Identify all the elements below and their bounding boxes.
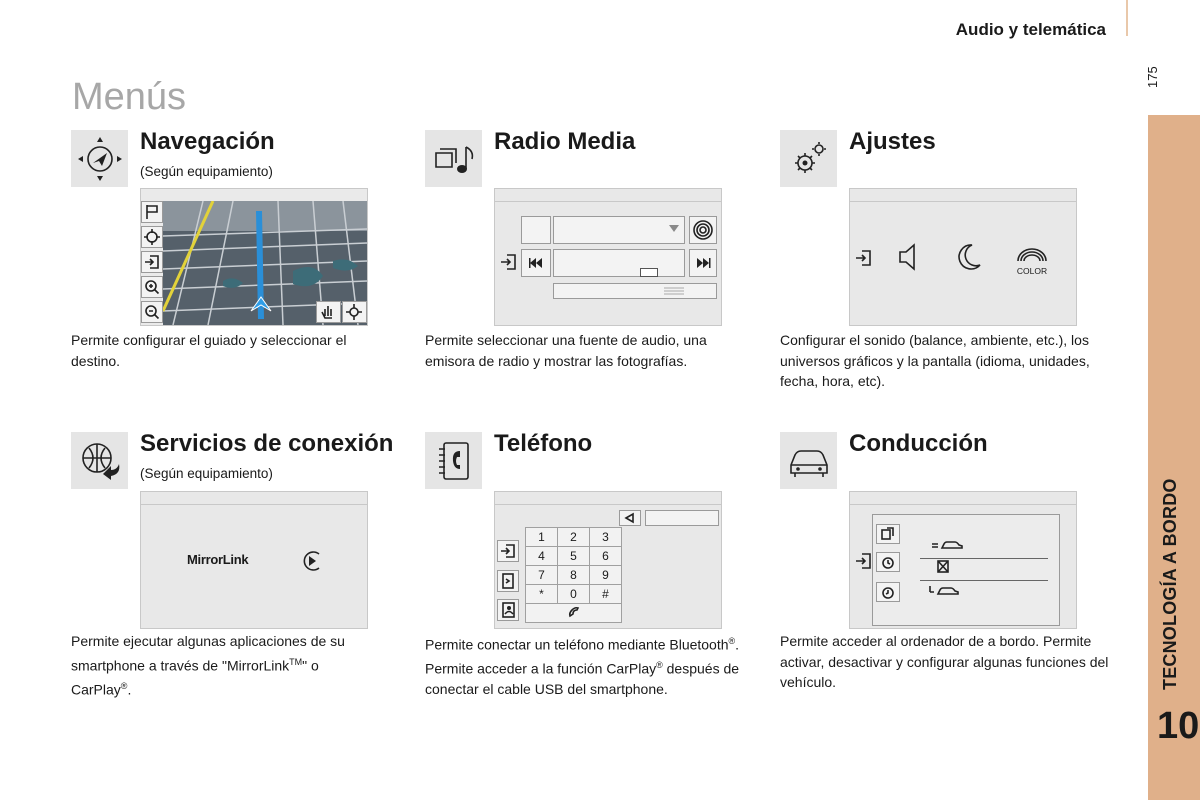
key-hash[interactable]: # (590, 585, 622, 604)
settings-screen (849, 188, 1077, 326)
radio-media-icon (425, 130, 482, 187)
color-theme-button[interactable] (1010, 245, 1054, 276)
section-description: Configurar el sonido (balance, ambiente, etc.), los universos gráficos y la pantalla (idioma, unidades, fecha, hora, etc). (780, 332, 1090, 389)
mirrorlink-logo[interactable]: MirrorLink (187, 552, 249, 567)
section-radio-media (425, 130, 755, 380)
section-title: Servicios de conexión (140, 430, 394, 457)
page-title: Menús (72, 76, 187, 118)
driving-screen (849, 491, 1077, 629)
handset-icon (567, 605, 581, 619)
section-subtitle: (Según equipamiento) (140, 164, 273, 179)
section-servicios-conexion (71, 430, 401, 698)
section-conduccion (780, 432, 1110, 692)
navigation-compass-icon (71, 130, 128, 187)
trip-computer-2-tab[interactable] (876, 582, 900, 602)
section-subtitle: (Según equipamiento) (140, 466, 273, 481)
color-label: COLOR (1016, 266, 1048, 276)
registered-mark: ® (728, 636, 736, 646)
car-driving-icon (780, 432, 837, 489)
exit-button[interactable] (141, 251, 163, 273)
desc-text: . (127, 681, 132, 698)
header-divider (1126, 0, 1128, 36)
zoom-in-button[interactable] (141, 276, 163, 298)
section-title: Navegación (140, 128, 275, 155)
sound-speaker-icon[interactable] (896, 241, 922, 278)
source-dropdown[interactable] (553, 216, 685, 244)
radio-screen (494, 188, 722, 326)
color-arc-icon (1010, 245, 1054, 263)
contacts-button[interactable] (497, 599, 519, 621)
section-telefono (425, 432, 755, 712)
zoom-out-button[interactable] (141, 301, 163, 323)
list-icon (554, 284, 716, 298)
key-7[interactable]: 7 (526, 566, 558, 585)
key-8[interactable]: 8 (558, 566, 590, 585)
hand-pan-button[interactable] (316, 301, 341, 323)
menu-row-parking-car[interactable] (920, 582, 1048, 604)
chevron-down-icon (554, 217, 684, 243)
next-track-button[interactable] (689, 249, 717, 277)
chapter-header: Audio y telemática (955, 20, 1106, 39)
section-ajustes (780, 130, 1110, 390)
flag-button[interactable] (141, 201, 163, 223)
call-button[interactable] (526, 604, 622, 623)
menu-row-disabled-function[interactable] (920, 559, 1048, 581)
section-title: Radio Media (494, 128, 636, 155)
chapter-number: 10 (1157, 705, 1200, 747)
call-log-button[interactable] (497, 570, 519, 592)
trip-computer-1-tab[interactable] (876, 552, 900, 572)
exit-button[interactable] (497, 540, 519, 562)
section-title: Teléfono (494, 430, 593, 457)
desc-text: Permite ejecutar algunas aplicaciones de su smartphone a través de "MirrorLink (71, 633, 345, 674)
carplay-play-icon[interactable] (299, 548, 325, 579)
exit-icon[interactable] (499, 251, 519, 278)
desc-text: Permite acceder a la función CarPlay (425, 660, 657, 677)
number-display-field[interactable] (645, 510, 719, 526)
dial-keypad (525, 527, 622, 623)
night-mode-moon-icon[interactable] (954, 241, 984, 278)
section-title: Ajustes (849, 128, 936, 155)
settings-gears-icon (780, 130, 837, 187)
menu-row-car-speed[interactable] (920, 536, 1048, 559)
vehicle-functions-tab[interactable] (876, 524, 900, 544)
navigation-screen (140, 188, 368, 326)
exit-icon[interactable] (854, 247, 874, 274)
section-description: Permite acceder al ordenador de a bordo. Permite activar, desactivar y configurar algunas funciones del vehículo. (780, 633, 1109, 690)
registered-mark: ® (120, 680, 128, 691)
locate-button[interactable] (141, 226, 163, 248)
source-preset-box[interactable] (521, 216, 551, 244)
radio-wave-button[interactable] (689, 216, 717, 244)
key-star[interactable]: * (526, 585, 558, 604)
backspace-button[interactable] (619, 510, 641, 526)
desc-text: Permite conectar un teléfono mediante Bluetooth (425, 636, 729, 653)
key-0[interactable]: 0 (558, 585, 590, 604)
desc-text: . (735, 636, 740, 653)
section-title: Conducción (849, 430, 988, 457)
key-5[interactable]: 5 (558, 547, 590, 566)
list-button[interactable] (553, 283, 717, 299)
car-speed-icon (930, 536, 970, 552)
car-parking-icon (926, 582, 966, 598)
section-description (425, 631, 755, 700)
connected-services-screen (140, 491, 368, 629)
phone-screen (494, 491, 722, 629)
key-3[interactable]: 3 (590, 528, 622, 547)
exit-icon[interactable] (854, 550, 874, 577)
trademark: TM (289, 656, 303, 667)
section-description: Permite seleccionar una fuente de audio, una emisora de radio y mostrar las fotografías. (425, 332, 707, 369)
registered-mark: ® (656, 660, 663, 671)
key-9[interactable]: 9 (590, 566, 622, 585)
key-2[interactable]: 2 (558, 528, 590, 547)
desc-text: " o CarPlay (71, 657, 319, 698)
side-tab (1148, 115, 1200, 800)
section-navegacion (71, 130, 401, 380)
section-description: Permite configurar el guiado y seleccionar el destino. (71, 332, 347, 369)
desc-text: después de conectar el cable USB del smartphone. (425, 660, 740, 698)
map-options-button[interactable] (342, 301, 367, 323)
phone-icon (425, 432, 482, 489)
connected-services-icon (71, 432, 128, 489)
crossed-box-icon (930, 559, 970, 575)
progress-thumb[interactable] (640, 268, 658, 277)
side-tab-label: TECNOLOGÍA A BORDO (1160, 478, 1180, 690)
key-6[interactable]: 6 (590, 547, 622, 566)
previous-track-button[interactable] (521, 249, 551, 277)
track-progress-bar[interactable] (553, 249, 685, 277)
page-number: 175 (1145, 66, 1160, 88)
section-description (71, 631, 371, 700)
key-4[interactable]: 4 (526, 547, 558, 566)
key-1[interactable]: 1 (526, 528, 558, 547)
